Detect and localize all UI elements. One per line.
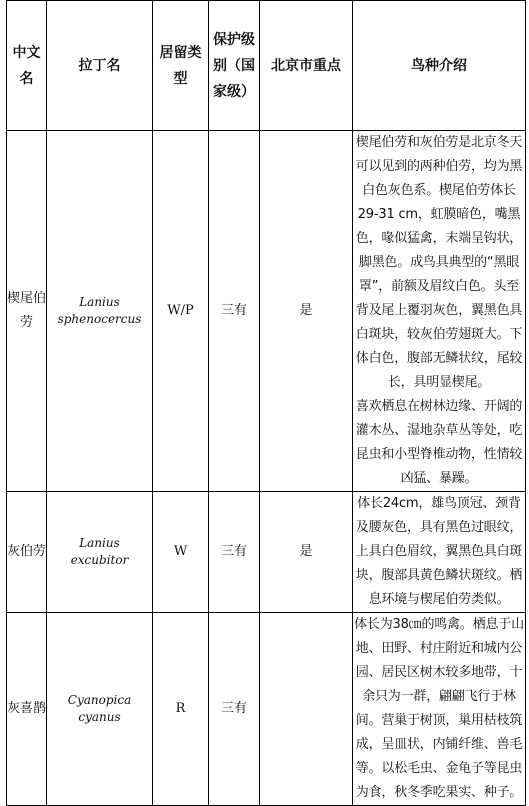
latin-genus: Lanius [79, 536, 120, 550]
cell-intro [353, 492, 526, 613]
intro-paragraph: 喜欢栖息在树林边缘、开阔的灌木丛、湿地杂草丛等处，吃昆虫和小型脊椎动物，性情较凶猛、暴躁。 [355, 399, 523, 486]
intro-paragraph: 楔尾伯劳和灰伯劳是北京冬天可以见到的两种伯劳，均为黑白色灰色系。楔尾伯劳体长29-31 cm，虹膜暗色，嘴黑色，喙似猛禽，末端呈钩状，脚黑色。成鸟具典型的“黑眼罩”，前额及眉纹白色。头至背及尾上覆羽灰色，翼黑色具白斑块，较灰伯劳翅斑大。下体白色，腹部无鳞状纹，尾较长，具明显楔尾。 [355, 135, 523, 390]
cell-residency: R [153, 613, 209, 806]
cell-beijing-key: 是 [260, 131, 353, 492]
cell-residency: W [153, 492, 209, 613]
table-row [7, 613, 526, 806]
cell-chinese-name: 灰伯劳 [7, 492, 47, 613]
latin-genus: Cyanopica [67, 693, 132, 707]
table-row [7, 492, 526, 613]
header-beijing-key: 北京市重点 [260, 1, 353, 131]
intro-paragraph: 体长24cm，雄鸟顶冠、颈背及腰灰色，具有黑色过眼纹，上具白色眉纹，翼黑色具白斑块，腹部具黄色鳞状斑纹。栖息环境与楔尾伯劳类似。 [355, 496, 523, 607]
header-residency: 居留类型 [153, 1, 209, 131]
cell-latin-name [47, 492, 153, 613]
header-protection: 保护级别（国家级） [209, 1, 260, 131]
latin-species: excubitor [70, 553, 129, 567]
table-row [7, 131, 526, 492]
cell-latin-name [47, 131, 153, 492]
cell-intro [353, 131, 526, 492]
cell-protection: 三有 [209, 131, 260, 492]
cell-protection: 三有 [209, 492, 260, 613]
header-intro: 鸟种介绍 [353, 1, 526, 131]
cell-residency: W/P [153, 131, 209, 492]
bird-species-table [6, 0, 526, 806]
table-header-row [7, 1, 526, 131]
intro-paragraph: 体长为38㎝的鸣禽。栖息于山地、田野、村庄附近和城内公园、居民区树木较多地带，十余只为一群，翩翩飞行于林间。营巢于树顶，巢用枯枝筑成，呈皿状，内铺纤维、兽毛等。以松毛虫、金龟子等昆虫为食，秋冬季吃果实、种子。 [354, 617, 524, 800]
cell-intro [353, 613, 526, 806]
latin-species: sphenocercus [57, 312, 142, 326]
header-chinese-name: 中文名 [7, 1, 47, 131]
header-latin-name: 拉丁名 [47, 1, 153, 131]
cell-chinese-name: 楔尾伯劳 [7, 131, 47, 492]
latin-species: cyanus [78, 710, 121, 724]
cell-chinese-name: 灰喜鹊 [7, 613, 47, 806]
cell-latin-name [47, 613, 153, 806]
latin-genus: Lanius [79, 295, 120, 309]
cell-beijing-key: 是 [260, 492, 353, 613]
cell-protection: 三有 [209, 613, 260, 806]
cell-beijing-key [260, 613, 353, 806]
